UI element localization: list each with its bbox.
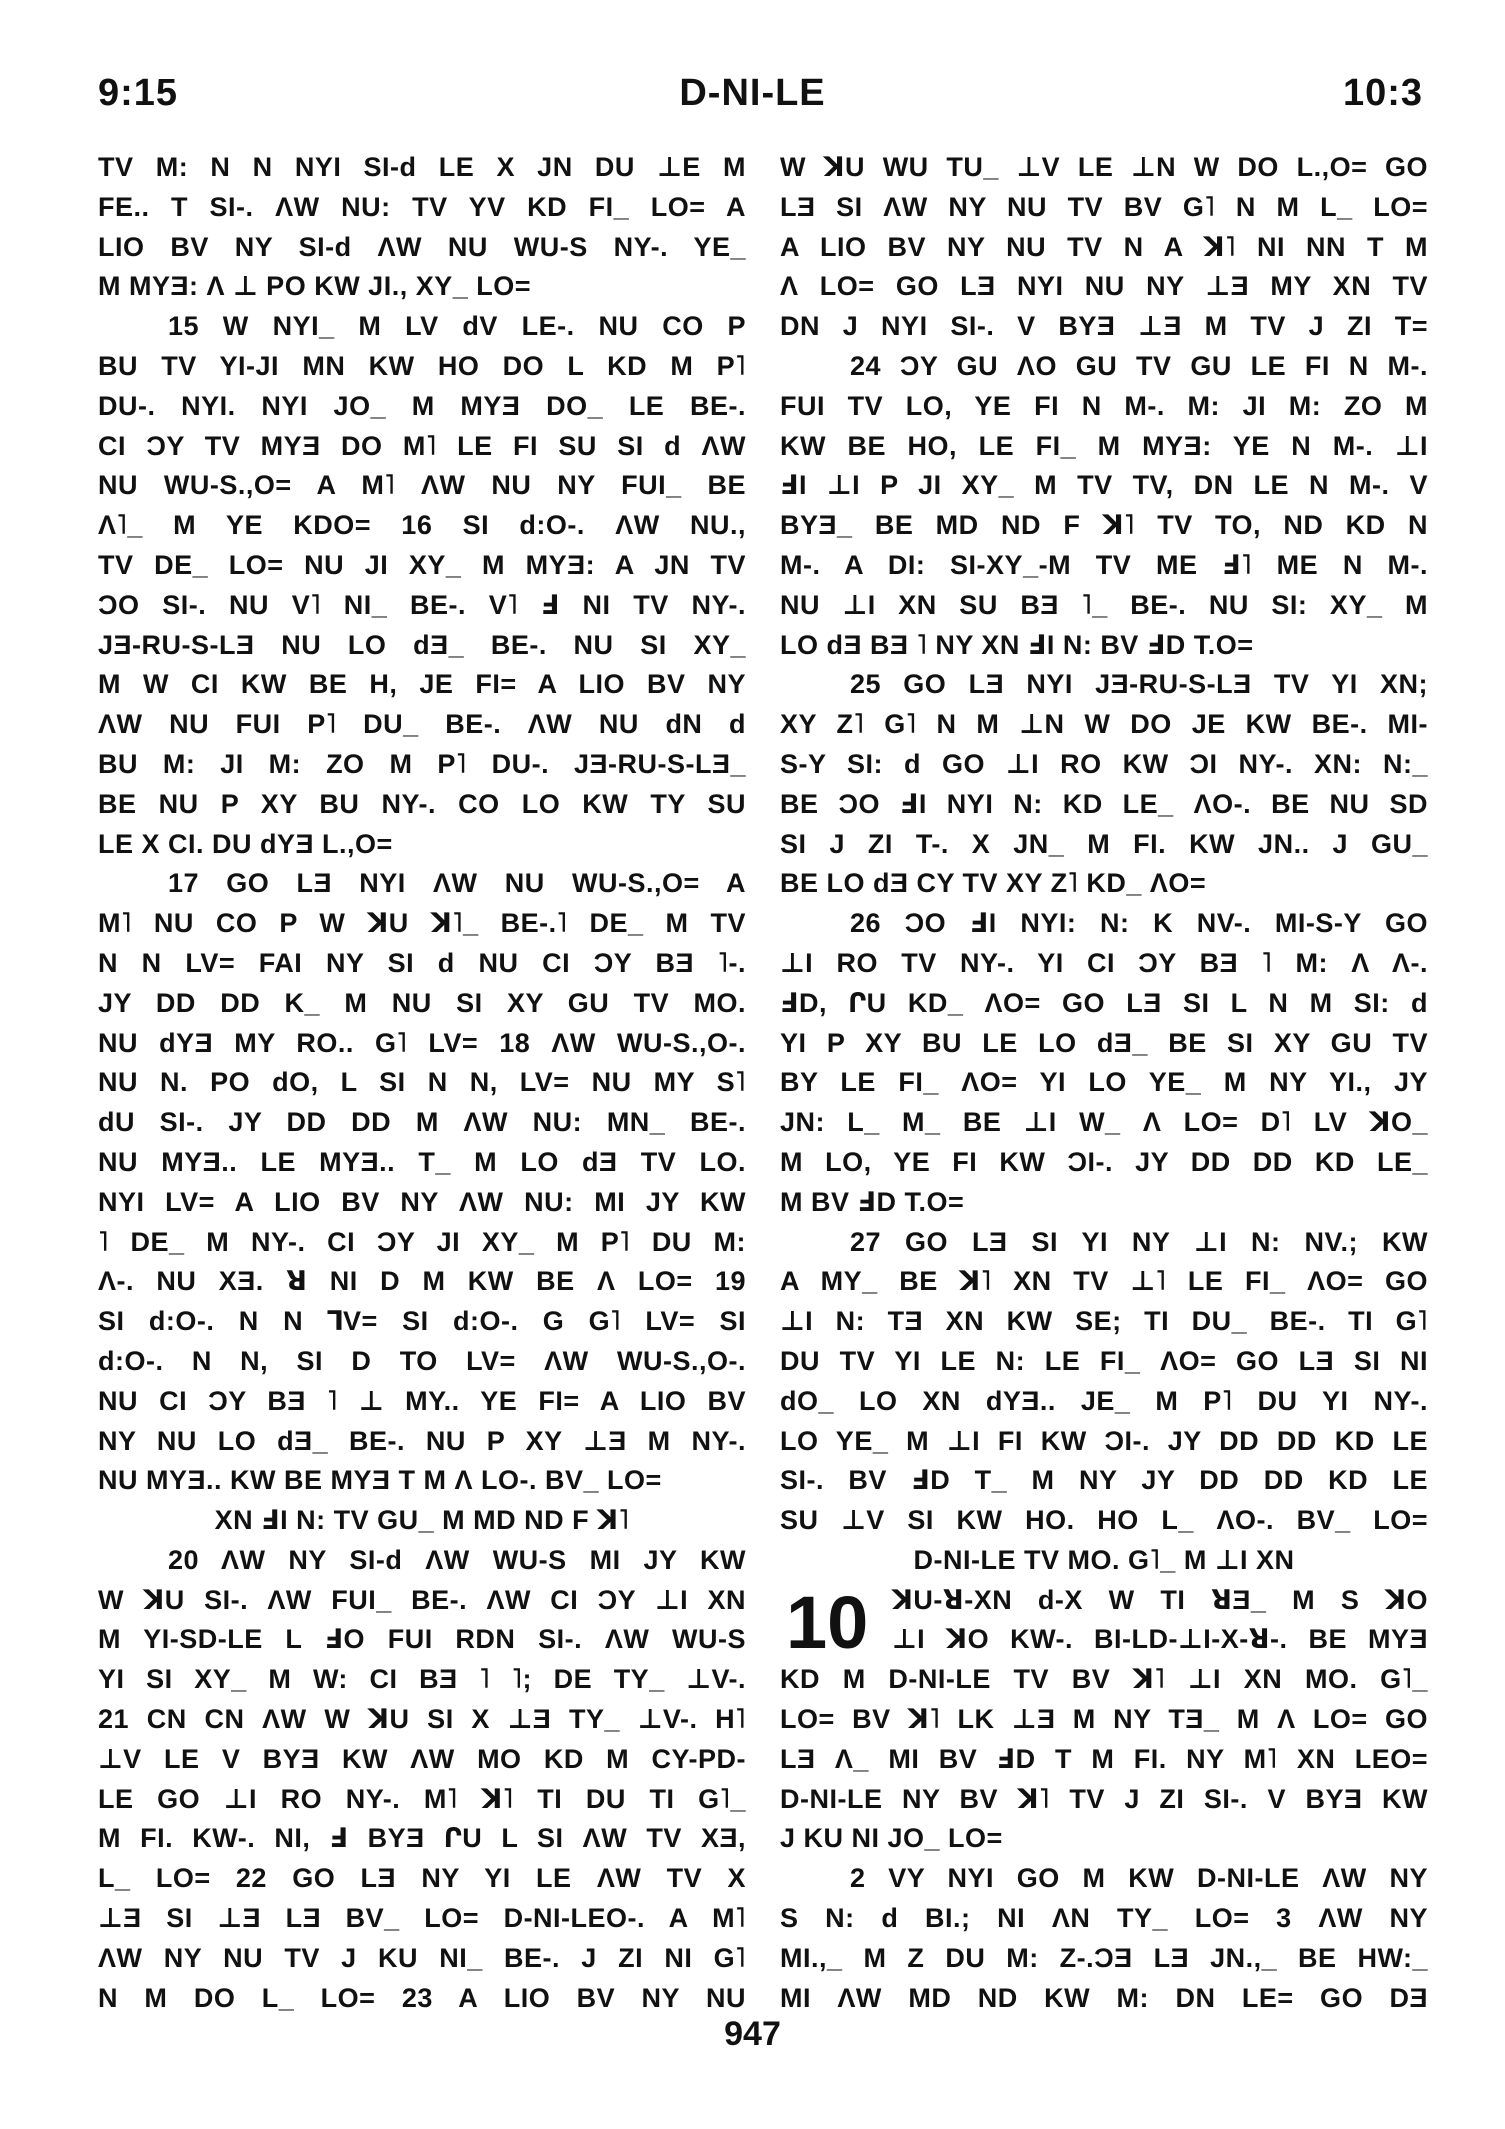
text-line: dO_ LO XN dYƎ.. JE_ M P˥ DU YI NY-. [780, 1385, 1428, 1416]
text-line: JN: L_ M_ BE ⊥I W_ Λ LO= D˥ LV ꓘO_ [780, 1107, 1428, 1138]
text-line: M BV ℲD T.O= [780, 1186, 965, 1217]
text-line: 27 GO LƎ SI YI NY ⊥I N: NV.; KW [850, 1226, 1428, 1257]
text-line: LIO BV NY SI-d ΛW NU WU-S NY-. YE_ [98, 231, 746, 262]
text-line: 21 CN CN ΛW W ꓘU SI X ⊥Ǝ TY_ ⊥V-. H˥ [98, 1704, 746, 1735]
text-line: LE X CI. DU dYƎ L.,O= [98, 828, 393, 859]
left-text-column [98, 148, 746, 2018]
text-line: ⊥I ꓘO KW-. BI-LD-⊥I-X-ꓤ-. BE MYƎ [892, 1624, 1428, 1655]
text-line: YI SI XY_ M W: CI BƎ ˥ ˥; DE TY_ ⊥V-. [98, 1664, 746, 1695]
text-line: TV M: N N NYI SI-d LE X JN DU ⊥E M [98, 152, 746, 182]
text-line: XN ℲI N: TV GU_ M MD ND F ꓘ˥ [214, 1505, 630, 1536]
chapter-heading: D-NI-LE TV MO. G˥_ M ⊥I XN [913, 1544, 1295, 1575]
text-line: NU dYƎ MY RO.. G˥ LV= 18 ΛW WU-S.,O-. [98, 1027, 746, 1058]
text-line: ΛW NU FUI P˥ DU_ BE-. ΛW NU dN d [98, 709, 746, 740]
text-line: LƎ SI ΛW NY NU TV BV G˥ N M L_ LO= [780, 191, 1428, 222]
text-line: LE GO ⊥I RO NY-. M˥ ꓘ˥ TI DU TI G˥_ [98, 1783, 746, 1814]
text-line: A MY_ BE ꓘ˥ XN TV ⊥˥ LE FI_ ΛO= GO [780, 1266, 1428, 1297]
text-line: BYƎ_ BE MD ND F ꓘ˥ TV TO, ND KD N [780, 510, 1428, 541]
text-line: SI J ZI T-. X JN_ M FI. KW JN.. J GU_ [780, 828, 1428, 859]
text-line: M YI-SD-LE L ℲO FUI RDN SI-. ΛW WU-S [98, 1624, 746, 1655]
text-line: BE LO dƎ CY TV XY Z˥ KD_ ΛO= [780, 868, 1207, 899]
text-line: CI ƆY TV MYƎ DO M˥ LE FI SU SI d ΛW [98, 430, 746, 461]
text-line: ℲI ⊥I P JI XY_ M TV TV, DN LE N M-. V [780, 470, 1428, 501]
text-line: NU WU-S.,O= A M˥ ΛW NU NY FUI_ BE [98, 470, 746, 501]
text-line: LƎ Λ_ MI BV ℲD T M FI. NY M˥ XN LEO= [780, 1743, 1428, 1774]
text-line: SU ⊥V SI KW HO. HO L_ ΛO-. BV_ LO= [780, 1505, 1428, 1536]
text-line: d:O-. N N, SI D TO LV= ΛW WU-S.,O-. [98, 1345, 746, 1376]
text-line: Λ LO= GO LƎ NYI NU NY ⊥Ǝ MY XN TV [780, 271, 1428, 302]
chapter-number: 10 [786, 1580, 869, 1664]
text-line: ꓘU-ꓤ-XN d-X W TI ꓤƎ_ M S ꓘO [892, 1584, 1428, 1615]
text-line: 17 GO LƎ NYI ΛW NU WU-S.,O= A [168, 868, 746, 899]
text-line: NYI LV= A LIO BV NY ΛW NU: MI JY KW [98, 1186, 746, 1217]
text-line: N N LV= FAI NY SI d NU CI ƆY BƎ ˥-. [98, 947, 746, 978]
text-line: ⊥Ǝ SI ⊥Ǝ LƎ BV_ LO= D-NI-LEO-. A M˥ [98, 1903, 746, 1934]
text-line: SI d:O-. N N ⅂V= SI d:O-. G G˥ LV= SI [98, 1306, 746, 1337]
text-line: M FI. KW-. NI, Ⅎ BYƎ ՐU L SI ΛW TV XƎ, [98, 1823, 746, 1854]
text-line: DN J NYI SI-. V BYƎ ⊥Ǝ M TV J ZI T= [780, 311, 1428, 342]
text-line: W ꓘU WU TU_ ⊥V LE ⊥N W DO L.,O= GO [780, 152, 1428, 182]
header-book-title: D-NI-LE [679, 72, 826, 114]
text-line: NU CI ƆY BƎ ˥ ⊥ MY.. YE FI= A LIO BV [98, 1385, 746, 1416]
text-line: ⊥I RO TV NY-. YI CI ƆY BƎ ˥ M: Λ Λ-. [780, 947, 1428, 978]
text-line: TV DE_ LO= NU JI XY_ M MYƎ: A JN TV [98, 549, 746, 580]
text-line: W ꓘU SI-. ΛW FUI_ BE-. ΛW CI ƆY ⊥I XN [98, 1584, 746, 1615]
text-line: NU MYƎ.. KW BE MYƎ T M Λ LO-. BV_ LO= [98, 1465, 662, 1496]
text-line: BE NU P XY BU NY-. CO LO KW TY SU [98, 788, 746, 819]
text-line: ΛW NY NU TV J KU NI_ BE-. J ZI NI G˥ [98, 1942, 746, 1973]
text-line: M LO, YE FI KW ƆI-. JY DD DD KD LE_ [780, 1146, 1428, 1177]
text-line: 2 VY NYI GO M KW D-NI-LE ΛW NY [850, 1863, 1428, 1894]
text-line: LO= BV ꓘ˥ LK ⊥Ǝ M NY TƎ_ M Λ LO= GO [780, 1704, 1428, 1735]
text-line: ˥ DE_ M NY-. CI ƆY JI XY_ M P˥ DU M: [98, 1226, 746, 1257]
text-line: NY NU LO dƎ_ BE-. NU P XY ⊥Ǝ M NY-. [98, 1425, 746, 1456]
text-line: M W CI KW BE H, JE FI= A LIO BV NY [98, 669, 746, 700]
text-line: ℲD, ՐU KD_ ΛO= GO LƎ SI L N M SI: d [780, 987, 1428, 1018]
text-line: Λ-. NU XƎ. ꓤ NI D M KW BE Λ LO= 19 [98, 1266, 746, 1297]
text-line: MI.,_ M Z DU M: Z-.ƆƎ LƎ JN.,_ BE HW:_ [780, 1942, 1428, 1973]
text-line: DU-. NYI. NYI JO_ M MYƎ DO_ LE BE-. [98, 390, 746, 421]
text-line: FE.. T SI-. ΛW NU: TV YV KD FI_ LO= A [98, 191, 746, 222]
text-line: D-NI-LE NY BV ꓘ˥ TV J ZI SI-. V BYƎ KW [780, 1783, 1428, 1814]
text-line: 25 GO LƎ NYI JƎ-RU-S-LƎ TV YI XN; [850, 669, 1428, 700]
text-line: ⊥I N: TƎ XN KW SE; TI DU_ BE-. TI G˥ [780, 1306, 1428, 1337]
text-line: BU TV YI-JI MN KW HO DO L KD M P˥ [98, 350, 746, 381]
text-line: DU TV YI LE N: LE FI_ ΛO= GO LƎ SI NI [780, 1345, 1428, 1376]
text-line: A LIO BV NY NU TV N A ꓘ˥ NI NN T M [780, 231, 1428, 262]
text-line: BU M: JI M: ZO M P˥ DU-. JƎ-RU-S-LƎ_ [98, 748, 746, 779]
text-line: J KU NI JO_ LO= [780, 1823, 1003, 1854]
text-line: BE ƆO ℲI NYI N: KD LE_ ΛO-. BE NU SD [780, 788, 1428, 819]
text-line: S-Y SI: d GO ⊥I RO KW ƆI NY-. XN: N:_ [780, 748, 1428, 779]
text-line: FUI TV LO, YE FI N M-. M: JI M: ZO M [780, 390, 1428, 421]
chapter-10-block [780, 1581, 1428, 2019]
page-number: 947 [724, 2015, 781, 2053]
right-text-column [780, 148, 1428, 2018]
text-line: dU SI-. JY DD DD M ΛW NU: MN_ BE-. [98, 1107, 746, 1138]
text-line: NU MYƎ.. LE MYƎ.. T_ M LO dƎ TV LO. [98, 1146, 746, 1177]
text-line: YI P XY BU LE LO dƎ_ BE SI XY GU TV [780, 1027, 1428, 1058]
text-line: MI ΛW MD ND KW M: DN LE= GO DƎ [780, 1982, 1428, 2013]
text-line: 20 ΛW NY SI-d ΛW WU-S MI JY KW [168, 1544, 746, 1575]
text-line: M˥ NU CO P W ꓘU ꓘ˥_ BE-.˥ DE_ M TV [98, 908, 746, 939]
text-line: M-. A DI: SI-XY_-M TV ME Ⅎ˥ ME N M-. [780, 549, 1428, 580]
text-line: KW BE HO, LE FI_ M MYƎ: YE N M-. ⊥I [780, 430, 1428, 461]
text-line: BY LE FI_ ΛO= YI LO YE_ M NY YI., JY [780, 1067, 1428, 1098]
text-line: SI-. BV ℲD T_ M NY JY DD DD KD LE [780, 1465, 1428, 1496]
text-line: ƆO SI-. NU V˥ NI_ BE-. V˥ Ⅎ NI TV NY-. [98, 589, 746, 620]
text-line: 26 ƆO ℲI NYI: N: K NV-. MI-S-Y GO [850, 908, 1428, 939]
text-line: S N: d BI.; NI ΛN TY_ LO= 3 ΛW NY [780, 1903, 1428, 1934]
text-line: KD M D-NI-LE TV BV ꓘ˥ ⊥I XN MO. G˥_ [780, 1664, 1428, 1695]
text-line: NU N. PO dO, L SI N N, LV= NU MY S˥ [98, 1067, 746, 1098]
text-line: XY Z˥ G˥ N M ⊥N W DO JE KW BE-. MI- [780, 709, 1428, 740]
text-line: ⊥V LE V BYƎ KW ΛW MO KD M CY-PD- [98, 1743, 746, 1774]
text-line: LO dƎ BƎ ˥ NY XN ℲI N: BV ℲD T.O= [780, 629, 1254, 660]
text-line: JƎ-RU-S-LƎ NU LO dƎ_ BE-. NU SI XY_ [98, 629, 746, 660]
text-line: LO YE_ M ⊥I FI KW ƆI-. JY DD DD KD LE [780, 1425, 1428, 1456]
text-line: N M DO L_ LO= 23 A LIO BV NY NU [98, 1982, 746, 2013]
header-chapter-verse-start: 9:15 [98, 72, 179, 114]
text-line: JY DD DD K_ M NU SI XY GU TV MO. [98, 987, 746, 1018]
text-line: NU ⊥I XN SU BƎ ˥_ BE-. NU SI: XY_ M [780, 589, 1428, 620]
text-line: M MYƎ: Λ ⊥ PO KW JI., XY_ LO= [98, 271, 531, 302]
text-line: 15 W NYI_ M LV dV LE-. NU CO P [168, 311, 746, 342]
text-line: 24 ƆY GU ΛO GU TV GU LE FI N M-. [850, 350, 1428, 381]
text-line: L_ LO= 22 GO LƎ NY YI LE ΛW TV X [98, 1863, 746, 1894]
header-chapter-verse-end: 10:3 [1342, 72, 1423, 114]
text-line: Λ˥_ M YE KDO= 16 SI d:O-. ΛW NU., [98, 510, 746, 541]
